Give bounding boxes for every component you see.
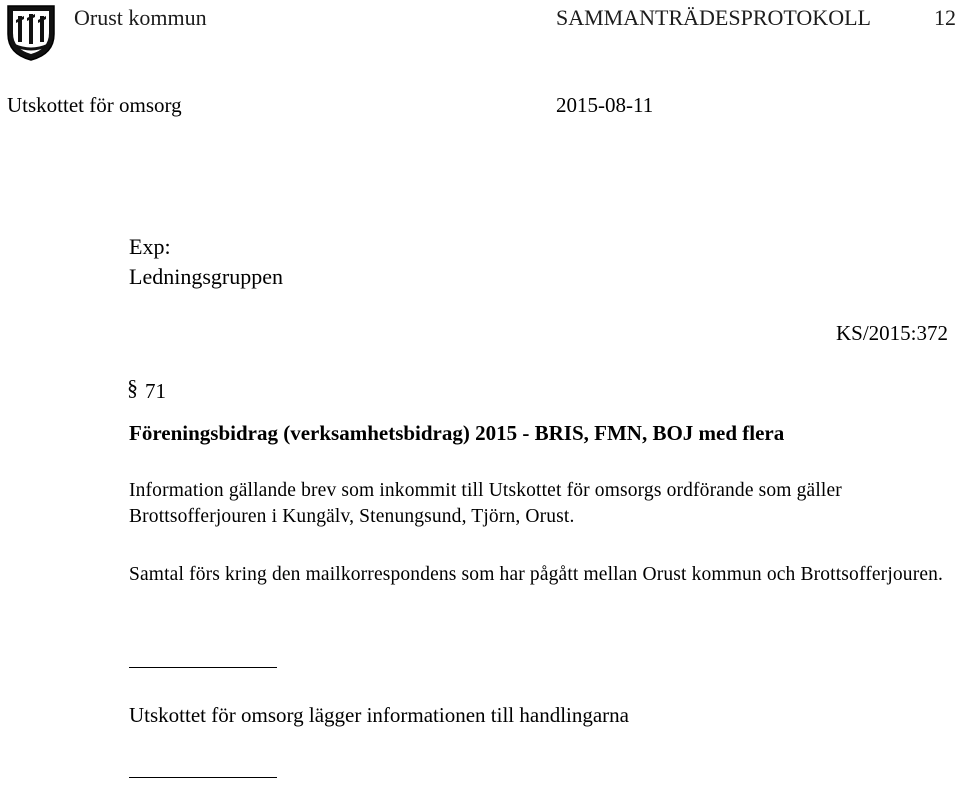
body-paragraph-1: Information gällande brev som inkommit till Utskottet för omsorgs ordförande som gäller Brottsofferjouren i Kungälv, Stenungsund, Tjörn, Orust. [129, 480, 842, 527]
document-type: SAMMANTRÄDESPROTOKOLL [556, 5, 871, 30]
case-number: KS/2015:372 [835, 321, 948, 345]
municipal-coat-of-arms-icon [6, 4, 56, 62]
paragraph-symbol: § [127, 375, 138, 400]
divider-line [129, 667, 277, 668]
distribution-label: Exp: [129, 234, 171, 259]
municipality-name: Orust kommun [74, 5, 207, 30]
divider-line-bottom [129, 777, 277, 778]
paragraph-title: Föreningsbidrag (verksamhetsbidrag) 2015 - BRIS, FMN, BOJ med flera [129, 421, 785, 445]
meeting-date: 2015-08-11 [556, 93, 654, 117]
committee-name: Utskottet för omsorg [7, 93, 182, 117]
paragraph-number: 71 [145, 379, 166, 403]
page-number: 12 [934, 5, 956, 30]
decision-text: Utskottet för omsorg lägger informationen till handlingarna [129, 703, 630, 727]
body-paragraph-2: Samtal förs kring den mailkorrespondens som har pågått mellan Orust kommun och Brottsofferjouren. [129, 564, 944, 585]
distribution-recipient: Ledningsgruppen [129, 264, 283, 289]
